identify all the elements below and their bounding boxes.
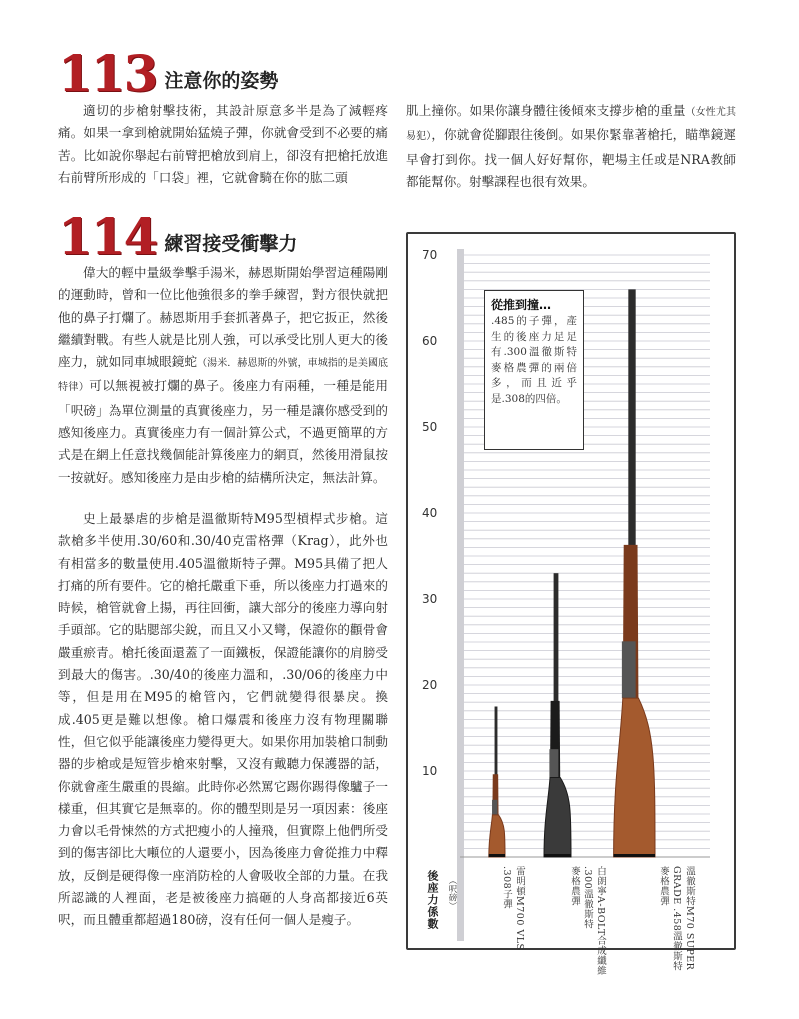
rifle-action [549,749,558,777]
category-label: 麥格農彈 [569,866,580,906]
section-113-col2: 肌上撞你。如果你讓身體往後傾來支撐步槍的重量（女性尤其易犯），你就會從腳跟往後倒。如果你緊靠著槍托，瞄準鏡遲早會打到你。找一個人好好幫你，靶場主任或是NRA教師都能幫你。射擊課程也很有效果。 [406,103,737,189]
rifle-stock [544,778,571,857]
section-113-col1: 適切的步槍射擊技術，其設計原意多半是為了減輕疼痛。如果一拿到槍就開始猛燒子彈，你就會受到不必要的痛苦。比如說你舉起右前臂把槍放到肩上，卻沒有把槍托放進右前臂所形成的「口袋」裡，它就會騎在你的肱二頭 [58,103,388,185]
y-axis-unit: （呎磅） [447,876,457,910]
category-label: 麥格農彈 [658,866,669,906]
y-tick-label: 60 [422,334,438,348]
rifle-barrel [628,289,635,548]
rifle-buttpad [489,854,505,857]
section-title: 注意你的姿勢 [164,70,279,92]
category-label: 白朗寧A-BOLT合成纖維 [595,866,606,976]
chart-callout [484,290,584,450]
callout-title: 從推到撞… [491,298,552,312]
rifle-bar-2 [544,573,571,857]
section-number: 114 [58,207,157,266]
rifle-buttpad [544,854,571,857]
y-tick-label: 30 [422,592,438,606]
y-axis-line [457,249,464,941]
y-tick-label: 70 [422,248,438,262]
category-label: 雷明頓M700 VLS [514,866,525,951]
rifle-action [622,641,636,698]
section-title: 練習接受衝擊力 [164,233,298,255]
category-label: .308子彈 [501,866,512,910]
callout-text: .485的子彈，產生的後座力足足有.300溫徹斯特麥格農彈的兩倍多，而且近乎是.308的四倍。 [491,315,577,405]
section-114-paragraph-1: 偉大的輕中量級拳擊手湯米，赫恩斯開始學習這種陽剛的運動時，曾和一位比他強很多的拳手練習，對方很快就把他的鼻子打爛了。赫恩斯用手套抓著鼻子，把它扳正，然後繼續對戰。有些人就是比別人強，可以承受比別人更大的後座力，就如同車城眼鏡蛇（湯米．赫恩斯的外號，車城指的是美國底特律）可以無視被打爛的鼻子。後座力有兩種，一種是能用「呎磅」為單位測量的真實後座力，另一種是讓你感受到的感知後座力。真實後座力有一個計算公式，不過更簡單的方式是在網上任意找幾個能計算後座力的網頁，然後用滑鼠按一按就好。感知後座力是由步槍的結構所決定，無法計算。 [58,265,389,485]
y-tick-label: 20 [422,678,438,692]
section-114-paragraph-2: 史上最暴虐的步槍是溫徹斯特M95型槓桿式步槍。這款槍多半使用.30/60和.30/40克雷格彈（Krag），此外也有相當多的數量使用.405溫徹斯特子彈。M95具備了把人打痛的所有要件。它的槍托嚴重下垂，所以後座力打過來的時候，槍管就會上揚，再往回衝，讓大部分的後座力導向射手頭部。它的貼腮部尖銳，而且又小又彎，保證你的顴骨會嚴重瘀青。槍托後面還蓋了一面鐵板，保證能讓你的肩膀受到最大的傷害。.30/40的後座力溫和，.30/06的後座力中等，但是用在M95的槍管內，它們就變得很暴戾。換成.405更是難以想像。槍口爆震和後座力沒有物理關聯性，但它似乎能讓後座力變得更大。如果你用加裝槍口制動器的步槍或是短管步槍來射擊，又沒有戴聽力保護器的話，你就會產生嚴重的畏縮。此時你必然罵它踢你踢得像驢子一樣重，但其實它是無辜的。你的體型則是另一項因素：後座力會以毛骨悚然的方式把瘦小的人撞飛，但實際上他們所受到的傷害卻比大噸位的人還要小，因為後座力會從推力中釋放，反倒是硬得像一座消防栓的人會吸收全部的力量。在我所認識的人裡面，老是被後座力搞砸的人身高都接近6英呎，而且體重都超過180磅，沒有任何一個人是瘦子。 [58,511,388,928]
rifle-stock [614,698,655,857]
rifle-buttpad [614,854,655,857]
y-tick-label: 40 [422,506,438,520]
section-number: 113 [58,44,157,103]
category-label: GRADE .458溫徹斯特 [671,866,682,972]
y-tick-label: 50 [422,420,438,434]
y-tick-label: 10 [422,764,438,778]
rifle-bar-1 [489,707,505,858]
category-label: .300溫徹斯特 [582,866,593,930]
y-axis-title: 後座力係數 [426,870,439,930]
rifle-barrel [495,707,498,779]
category-label: 溫徹斯特M70 SUPER [684,866,695,971]
rifle-barrel [554,573,559,705]
rifle-action [492,800,497,815]
rifle-stock [489,815,505,857]
